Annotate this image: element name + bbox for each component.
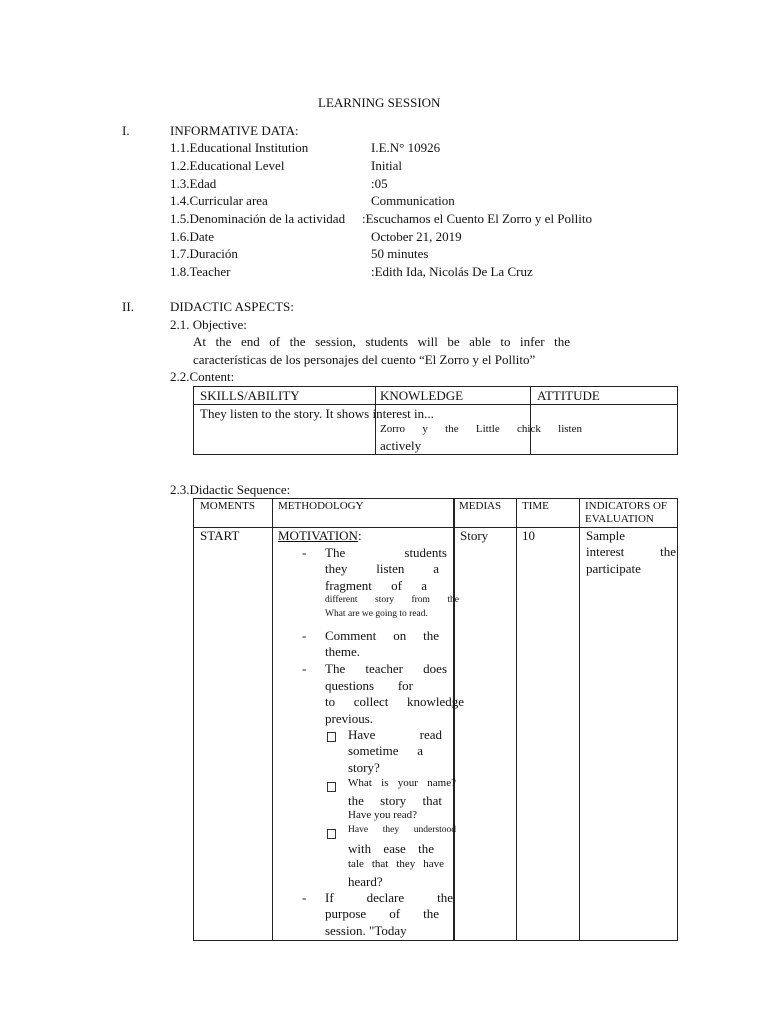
info-value: Communication: [371, 193, 455, 208]
column-header: SKILLS/ABILITY: [200, 388, 300, 403]
info-label: 1.7.Duración: [170, 246, 238, 261]
list-item: to collect knowledge: [325, 694, 464, 709]
list-item: heard?: [348, 874, 383, 889]
indicator-cell: participate: [586, 561, 641, 576]
list-item: session. "Today: [325, 923, 407, 938]
list-item: questions for: [325, 678, 413, 693]
column-divider: [530, 387, 531, 454]
info-value: 50 minutes: [371, 246, 429, 261]
column-header: METHODOLOGY: [278, 500, 364, 512]
list-item: The students: [325, 545, 447, 560]
list-dash: -: [302, 661, 307, 676]
info-value: :05: [371, 176, 388, 191]
objective-text: At the end of the session, students will be able to infer the: [193, 334, 570, 349]
table-cell: They listen to the story. It shows interest in...: [200, 406, 434, 421]
info-label: 1.1.Educational Institution: [170, 140, 309, 155]
list-item: theme.: [325, 644, 361, 659]
column-header: ATTITUDE: [537, 388, 600, 403]
list-dash: -: [302, 890, 307, 905]
column-header: MEDIAS: [459, 500, 502, 512]
sequence-table: [193, 498, 678, 941]
content-table: [193, 386, 678, 455]
column-header: INDICATORS OF: [585, 500, 668, 512]
column-header: KNOWLEDGE: [380, 388, 464, 403]
objective-heading: 2.1. Objective:: [170, 317, 247, 332]
table-cell: actively: [380, 438, 422, 453]
column-divider: [453, 499, 455, 940]
page-title: LEARNING SESSION: [318, 95, 441, 110]
motivation-label: MOTIVATION: [278, 528, 358, 543]
list-item: Comment on the: [325, 628, 439, 643]
sequence-heading: 2.3.Didactic Sequence:: [170, 482, 291, 497]
info-label: 1.6.Date: [170, 229, 215, 244]
time-cell: 10: [522, 528, 535, 543]
indicator-cell: interest the: [586, 544, 676, 559]
section-number: I.: [122, 123, 130, 138]
list-item: Have you read?: [348, 809, 418, 821]
list-item: Have read: [348, 727, 442, 742]
column-divider: [579, 499, 580, 940]
list-item: What are we going to read.: [325, 609, 428, 619]
list-item: with ease the: [348, 841, 434, 856]
moment-cell: START: [200, 528, 240, 543]
info-value: :Edith Ida, Nicolás De La Cruz: [371, 264, 533, 279]
motivation-heading: [278, 528, 362, 544]
column-divider: [272, 499, 273, 940]
list-item: they listen a: [325, 561, 439, 576]
objective-text: características de los personajes del cuento “El Zorro y el Pollito”: [193, 352, 536, 367]
list-item: sometime a: [348, 743, 423, 758]
checkbox-bullet-icon: [327, 827, 336, 843]
section-heading: INFORMATIVE DATA:: [170, 123, 299, 138]
column-header: TIME: [522, 500, 549, 512]
list-item: purpose of the: [325, 906, 439, 921]
column-divider: [516, 499, 517, 940]
section-number: II.: [122, 299, 134, 314]
info-value: Initial: [371, 158, 403, 173]
checkbox-bullet-icon: [327, 730, 336, 746]
list-item: What is your name?: [348, 777, 456, 789]
checkbox-bullet-icon: [327, 780, 336, 796]
list-item: the story that: [348, 793, 442, 808]
list-item: story?: [348, 760, 380, 775]
column-header: EVALUATION: [585, 513, 654, 525]
list-item: tale that they have: [348, 858, 444, 870]
info-label: 1.4.Curricular area: [170, 193, 268, 208]
media-cell: Story: [460, 528, 489, 543]
section-heading: DIDACTIC ASPECTS:: [170, 299, 294, 314]
content-heading: 2.2.Content:: [170, 369, 235, 384]
table-cell: Zorro y the Little chick listen: [380, 423, 582, 435]
list-item: Have they understood: [348, 825, 456, 835]
motivation-colon: :: [357, 528, 362, 543]
info-value: October 21, 2019: [371, 229, 462, 244]
info-label: 1.2.Educational Level: [170, 158, 285, 173]
info-label: 1.5.Denominación de la actividad: [170, 211, 346, 226]
indicator-cell: Sample: [586, 528, 625, 543]
info-label: 1.8.Teacher: [170, 264, 231, 279]
list-item: The teacher does: [325, 661, 447, 676]
column-header: MOMENTS: [200, 500, 256, 512]
list-item: If declare the: [325, 890, 453, 905]
info-label: 1.3.Edad: [170, 176, 217, 191]
info-value: :Escuchamos el Cuento El Zorro y el Pollito: [362, 211, 592, 226]
info-value: I.E.N° 10926: [371, 140, 441, 155]
list-item: fragment of a: [325, 578, 427, 593]
list-dash: -: [302, 628, 307, 643]
list-dash: -: [302, 545, 307, 560]
list-item: different story from the: [325, 595, 459, 605]
list-item: previous.: [325, 711, 374, 726]
